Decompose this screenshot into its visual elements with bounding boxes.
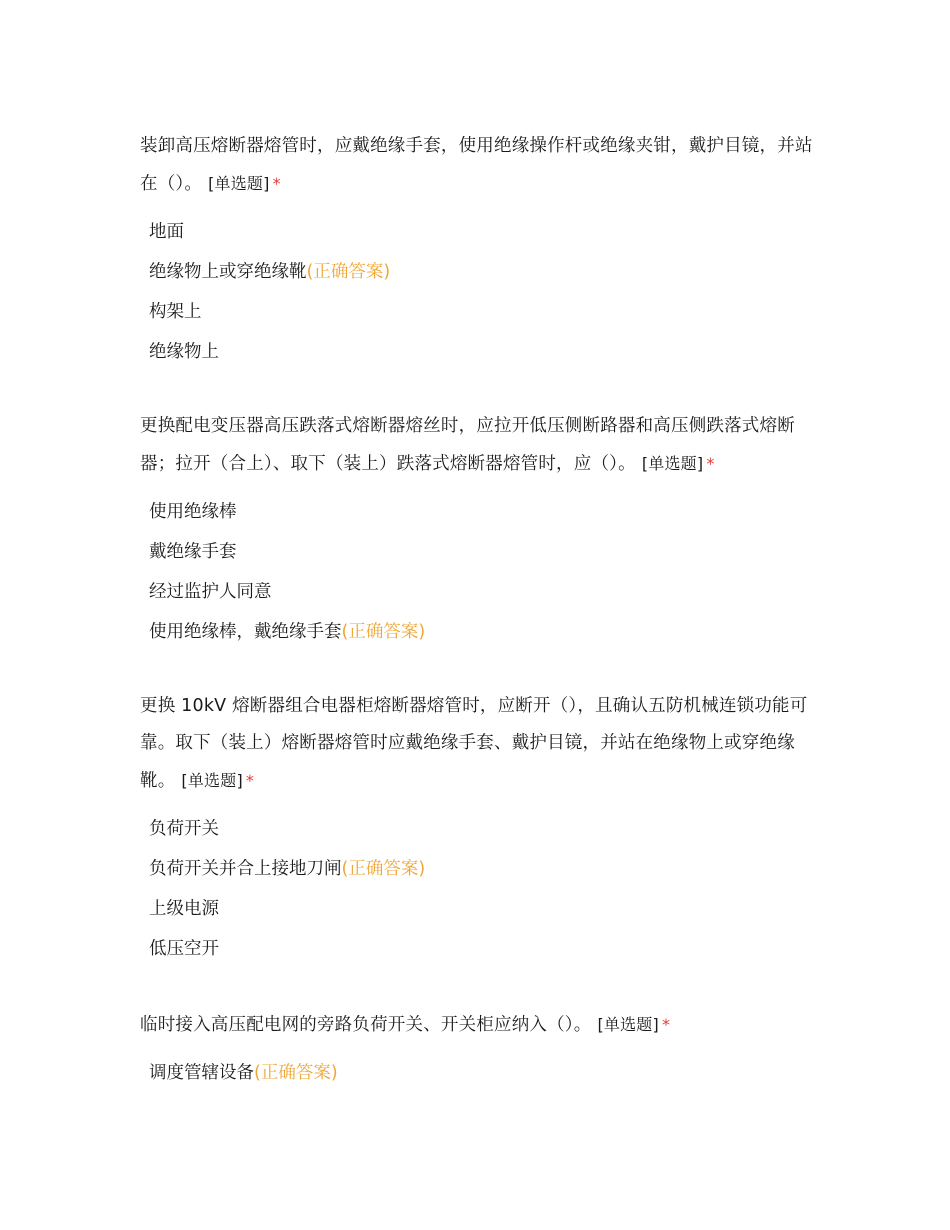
correct-answer-tag: (正确答案) [254, 1063, 338, 1083]
option-item[interactable]: 使用绝缘棒 [149, 502, 237, 522]
option-item[interactable]: 负荷开关 [149, 819, 219, 839]
option-item[interactable]: 经过监护人同意 [149, 582, 272, 602]
question-type-label: [单选题] [208, 174, 270, 193]
options-list [140, 809, 820, 969]
option-item[interactable]: 低压空开 [149, 939, 219, 959]
question-1 [140, 128, 820, 372]
correct-answer-tag: (正确答案) [341, 622, 426, 642]
option-item[interactable]: 戴绝缘手套 [149, 542, 237, 562]
option-item[interactable]: 绝缘物上或穿绝缘靴(正确答案) [149, 262, 391, 282]
option-item[interactable]: 构架上 [149, 302, 202, 322]
correct-answer-tag: (正确答案) [306, 262, 391, 282]
required-marker: * [661, 1015, 671, 1034]
required-marker: * [245, 771, 255, 790]
question-type-label: [单选题] [181, 771, 243, 790]
options-list [140, 492, 820, 652]
option-item[interactable]: 调度管辖设备(正确答案) [149, 1063, 338, 1083]
options-list [140, 212, 820, 372]
option-item[interactable]: 绝缘物上 [149, 342, 219, 362]
question-2 [140, 408, 820, 652]
question-2-text: 更换配电变压器高压跌落式熔断器熔丝时，应拉开低压侧断路器和高压侧跌落式熔断器；拉开（合上）、取下（装上）跌落式熔断器熔管时，应（）。 [单选题] * [140, 416, 795, 474]
option-item[interactable]: 使用绝缘棒，戴绝缘手套(正确答案) [149, 622, 426, 642]
option-item[interactable]: 地面 [149, 222, 184, 242]
question-4 [140, 1006, 820, 1093]
question-3 [140, 688, 820, 969]
correct-answer-tag: (正确答案) [341, 859, 426, 879]
question-1-text: 装卸高压熔断器熔管时，应戴绝缘手套，使用绝缘操作杆或绝缘夹钳，戴护目镜，并站在（）。 [单选题] * [140, 136, 813, 194]
question-4-text: 临时接入高压配电网的旁路负荷开关、开关柜应纳入（）。 [单选题] * [140, 1015, 671, 1035]
options-list [140, 1053, 820, 1093]
question-3-text: 更换 10kV 熔断器组合电器柜熔断器熔管时，应断开（），且确认五防机械连锁功能可靠。取下（装上）熔断器熔管时应戴绝缘手套、戴护目镜，并站在绝缘物上或穿绝缘靴。 [单选题] * [140, 696, 808, 791]
option-item[interactable]: 上级电源 [149, 899, 219, 919]
question-type-label: [单选题] [641, 454, 704, 473]
required-marker: * [272, 174, 281, 193]
question-type-label: [单选题] [597, 1015, 659, 1034]
option-item[interactable]: 负荷开关并合上接地刀闸(正确答案) [149, 859, 426, 879]
required-marker: * [706, 454, 715, 473]
